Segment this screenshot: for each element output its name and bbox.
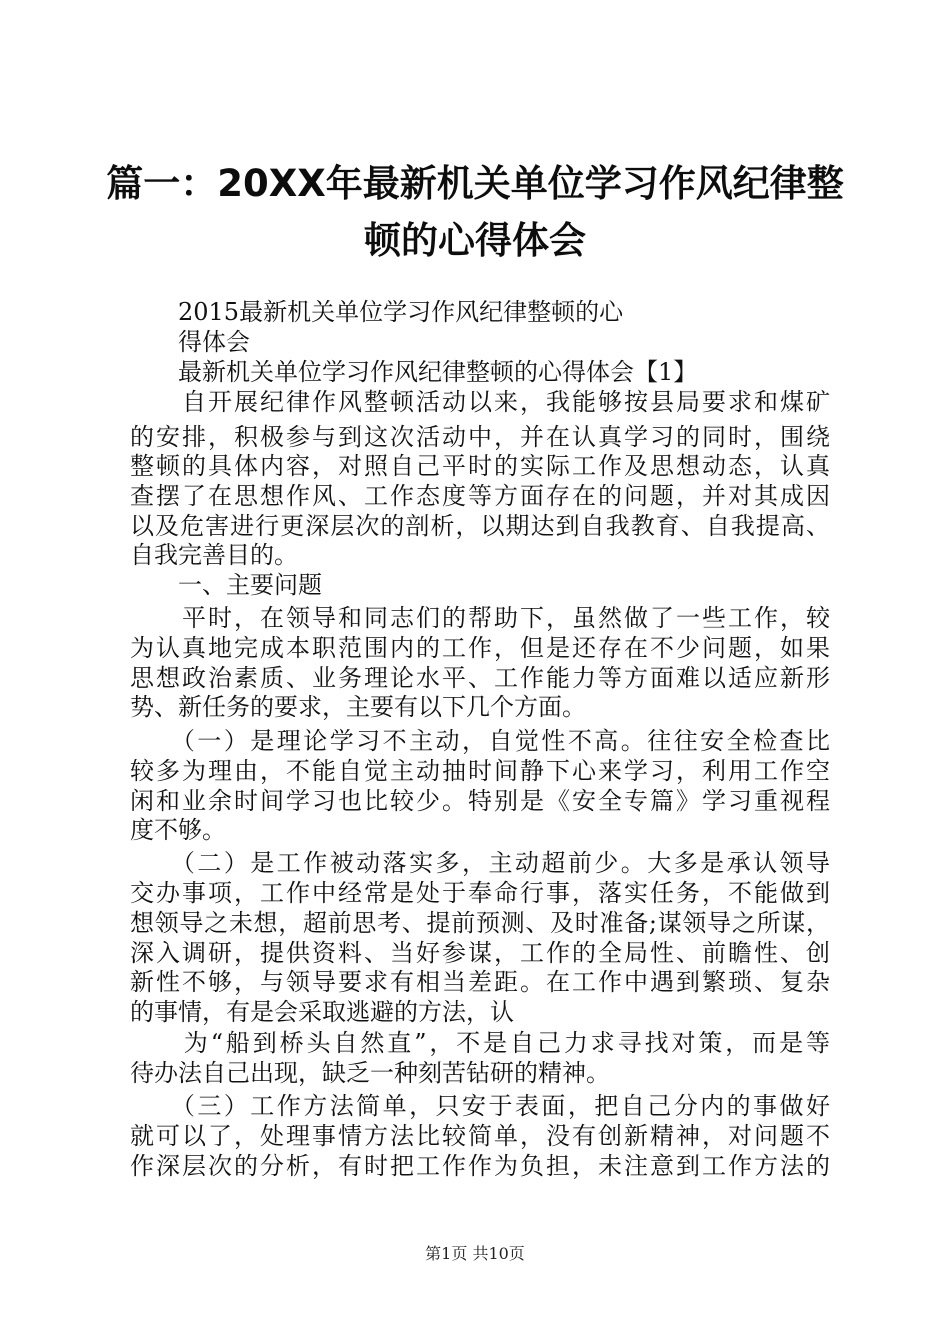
- body-line: 为认真地完成本职范围内的工作，但是还存在不少问题，如果: [130, 634, 830, 662]
- body-line: 较多为理由，不能自觉主动抽时间静下心来学习，利用工作空: [130, 757, 830, 785]
- body-line: 作深层次的分析，有时把工作作为负担，未注意到工作方法的: [130, 1152, 830, 1180]
- body-line: 平时，在领导和同志们的帮助下，虽然做了一些工作，较: [130, 604, 830, 632]
- document-title-line-2: 顿的心得体会: [364, 219, 586, 262]
- body-line: 的安排，积极参与到这次活动中，并在认真学习的同时，围绕: [130, 423, 830, 451]
- section-heading: 一、主要问题: [130, 571, 322, 599]
- body-line: 整顿的具体内容，对照自己平时的实际工作及思想动态，认真: [130, 452, 830, 480]
- body-line: 自我完善目的。: [130, 541, 298, 569]
- body-line: 得体会: [130, 328, 250, 356]
- body-line: 度不够。: [130, 816, 226, 844]
- body-line: 的事情，有是会采取逃避的方法，认: [130, 998, 514, 1026]
- body-line: （一）是理论学习不主动，自觉性不高。往往安全检查比: [130, 727, 830, 755]
- body-line: 为“船到桥头自然直”，不是自己力求寻找对策，而是等: [130, 1029, 830, 1057]
- document-title-line-1: 篇一：20XX年最新机关单位学习作风纪律整: [106, 162, 844, 205]
- body-line: 自开展纪律作风整顿活动以来，我能够按县局要求和煤矿: [130, 388, 830, 416]
- body-line: 待办法自己出现，缺乏一种刻苦钻研的精神。: [130, 1059, 610, 1087]
- body-line: 闲和业余时间学习也比较少。特别是《安全专篇》学习重视程: [130, 787, 830, 815]
- page-footer: 第1页 共10页: [425, 1244, 525, 1263]
- body-line: 势、新任务的要求，主要有以下几个方面。: [130, 693, 586, 721]
- body-line: 想领导之未想，超前思考、提前预测、及时准备;谋领导之所谋，: [130, 909, 830, 937]
- body-line: 深入调研，提供资料、当好参谋，工作的全局性、前瞻性、创: [130, 939, 830, 967]
- body-line: （三）工作方法简单，只安于表面，把自己分内的事做好: [130, 1092, 830, 1120]
- body-line: 查摆了在思想作风、工作态度等方面存在的问题，并对其成因: [130, 482, 830, 510]
- body-line: 新性不够，与领导要求有相当差距。在工作中遇到繁琐、复杂: [130, 968, 830, 996]
- body-line: 就可以了，处理事情方法比较简单，没有创新精神，对问题不: [130, 1122, 830, 1150]
- body-line: 思想政治素质、业务理论水平、工作能力等方面难以适应新形: [130, 664, 830, 692]
- body-line: 2015最新机关单位学习作风纪律整顿的心: [130, 298, 624, 326]
- body-line: （二）是工作被动落实多，主动超前少。大多是承认领导: [130, 849, 830, 877]
- body-line: 以及危害进行更深层次的剖析，以期达到自我教育、自我提高、: [130, 512, 830, 540]
- body-line: 最新机关单位学习作风纪律整顿的心得体会【1】: [130, 358, 698, 386]
- body-line: 交办事项，工作中经常是处于奉命行事，落实任务，不能做到: [130, 879, 830, 907]
